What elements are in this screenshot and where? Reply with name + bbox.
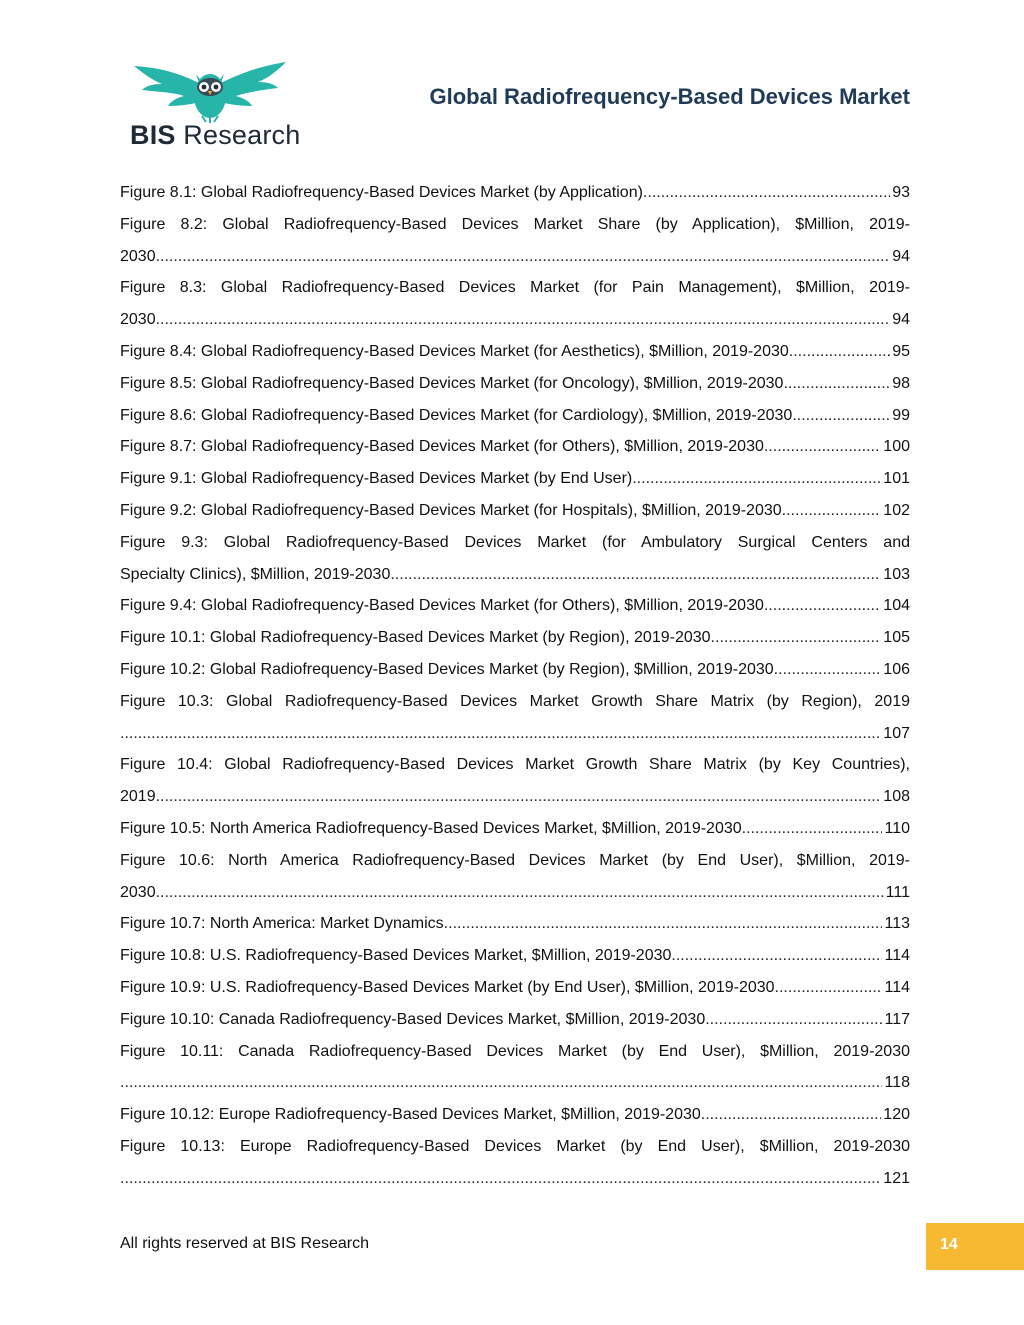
- page-number-badge: [926, 1223, 1024, 1270]
- toc-page-number: 120: [883, 1106, 910, 1124]
- dot-leader: [705, 1004, 882, 1036]
- toc-entry-text: Figure 10.8: U.S. Radiofrequency-Based Devices Market, $Million, 2019-2030: [120, 947, 672, 965]
- toc-entry-text: Figure 10.6: North America Radiofrequency-Based Devices Market (by End User), $Million, 2019-: [120, 851, 910, 869]
- toc-entry-text: Figure 10.5: North America Radiofrequency-Based Devices Market, $Million, 2019-2030: [120, 819, 742, 837]
- toc-line[interactable]: [120, 622, 910, 654]
- toc-line[interactable]: [120, 177, 910, 209]
- toc-entry-text: Figure 9.4: Global Radiofrequency-Based Devices Market (for Others), $Million, 2019-2030: [120, 597, 764, 615]
- toc-page-number: 94: [892, 247, 910, 265]
- dot-leader: [671, 940, 882, 972]
- toc-line[interactable]: [120, 1067, 910, 1099]
- toc-line[interactable]: [120, 1036, 910, 1068]
- toc-page-number: 113: [884, 915, 910, 933]
- dot-leader: [742, 813, 883, 845]
- dot-leader: [701, 1099, 882, 1131]
- toc-page-number: 94: [892, 311, 910, 329]
- dot-leader: [764, 590, 881, 622]
- toc-entry-text: Figure 8.2: Global Radiofrequency-Based Devices Market Share (by Application), $Million, 2019-: [120, 215, 910, 233]
- dot-leader: [120, 1163, 881, 1195]
- dot-leader: [792, 400, 890, 432]
- toc-line[interactable]: [120, 463, 910, 495]
- toc-page-number: 93: [892, 184, 910, 201]
- toc-line[interactable]: [120, 718, 910, 750]
- toc-line[interactable]: [120, 495, 910, 527]
- page-number: 14: [940, 1236, 958, 1253]
- toc-line[interactable]: [120, 336, 910, 368]
- logo-brand-bold: BIS: [130, 120, 176, 150]
- dot-leader: [789, 336, 890, 368]
- toc-entry-text: 2030: [120, 883, 156, 901]
- dot-leader: [782, 495, 882, 527]
- toc-entry-text: Figure 10.11: Canada Radiofrequency-Based Devices Market (by End User), $Million, 2019-2030: [120, 1042, 910, 1060]
- toc-entry-text: Figure 10.1: Global Radiofrequency-Based Devices Market (by Region), 2019-2030: [120, 629, 711, 647]
- toc-page-number: 114: [884, 947, 910, 965]
- toc-line[interactable]: [120, 845, 910, 877]
- toc-line[interactable]: [120, 304, 910, 336]
- dot-leader: [390, 559, 881, 591]
- dot-leader: [156, 781, 882, 813]
- toc-line[interactable]: [120, 940, 910, 972]
- dot-leader: [783, 368, 890, 400]
- toc-page-number: 114: [884, 978, 910, 996]
- table-of-figures: [120, 177, 910, 1195]
- toc-line[interactable]: [120, 1004, 910, 1036]
- toc-page-number: 102: [883, 501, 910, 519]
- toc-entry-text: Specialty Clinics), $Million, 2019-2030: [120, 565, 391, 583]
- toc-line[interactable]: [120, 431, 910, 463]
- toc-entry-text: Figure 8.7: Global Radiofrequency-Based Devices Market (for Others), $Million, 2019-2030: [120, 438, 764, 456]
- dot-leader: [774, 654, 882, 686]
- toc-entry-text: Figure 10.4: Global Radiofrequency-Based Devices Market Growth Share Matrix (by Key Countries),: [120, 756, 910, 774]
- toc-entry-text: Figure 8.5: Global Radiofrequency-Based Devices Market (for Oncology), $Million, 2019-2030: [120, 374, 784, 392]
- dot-leader: [643, 177, 890, 209]
- toc-entry-text: 2030: [120, 311, 156, 329]
- toc-line[interactable]: [120, 241, 910, 273]
- toc-entry-text: Figure 8.3: Global Radiofrequency-Based Devices Market (for Pain Management), $Million, 2019-: [120, 279, 910, 297]
- toc-page-number: 106: [883, 660, 910, 678]
- footer-rights: All rights reserved at BIS Research: [120, 1235, 369, 1252]
- report-title: Global Radiofrequency-Based Devices Market: [429, 84, 910, 109]
- dot-leader: [775, 972, 883, 1004]
- toc-page-number: 105: [883, 629, 910, 647]
- toc-line[interactable]: [120, 781, 910, 813]
- dot-leader: [156, 877, 884, 909]
- toc-line[interactable]: [120, 654, 910, 686]
- toc-page-number: 108: [883, 788, 910, 806]
- toc-page-number: 104: [883, 597, 910, 615]
- toc-entry-text: Figure 8.4: Global Radiofrequency-Based Devices Market (for Aesthetics), $Million, 2019-2030: [120, 342, 789, 360]
- toc-entry-text: Figure 10.3: Global Radiofrequency-Based Devices Market Growth Share Matrix (by Region), 2019: [120, 692, 910, 710]
- bis-research-logo: [128, 60, 301, 155]
- dot-leader: [120, 1067, 882, 1099]
- dot-leader: [632, 463, 881, 495]
- toc-line[interactable]: [120, 1099, 910, 1131]
- logo-brand-light: Research: [175, 120, 301, 150]
- toc-line[interactable]: [120, 749, 910, 781]
- toc-line[interactable]: [120, 209, 910, 241]
- toc-line[interactable]: [120, 877, 910, 909]
- toc-line[interactable]: [120, 272, 910, 304]
- toc-page-number: 110: [884, 819, 910, 837]
- toc-page-number: 95: [892, 342, 910, 360]
- toc-entry-text: Figure 10.2: Global Radiofrequency-Based Devices Market (by Region), $Million, 2019-2030: [120, 660, 774, 678]
- toc-page-number: 117: [884, 1010, 910, 1028]
- toc-entry-text: 2030: [120, 247, 156, 265]
- toc-page-number: 101: [883, 470, 910, 488]
- dot-leader: [764, 431, 881, 463]
- toc-line[interactable]: [120, 559, 910, 591]
- toc-entry-text: Figure 9.2: Global Radiofrequency-Based Devices Market (for Hospitals), $Million, 2019-2030: [120, 501, 782, 519]
- toc-line[interactable]: [120, 972, 910, 1004]
- toc-line[interactable]: [120, 1163, 910, 1195]
- toc-entry-text: Figure 9.1: Global Radiofrequency-Based Devices Market (by End User): [120, 470, 633, 488]
- toc-line[interactable]: [120, 813, 910, 845]
- toc-line[interactable]: [120, 590, 910, 622]
- toc-page-number: 107: [883, 724, 910, 742]
- toc-entry-text: Figure 9.3: Global Radiofrequency-Based Devices Market (for Ambulatory Surgical Centers and: [120, 533, 910, 551]
- toc-line[interactable]: [120, 527, 910, 559]
- dot-leader: [444, 908, 883, 940]
- toc-entry-text: Figure 8.1: Global Radiofrequency-Based Devices Market (by Application): [120, 184, 643, 201]
- toc-page-number: 98: [892, 374, 910, 392]
- dot-leader: [156, 241, 891, 273]
- owl-logo-icon: [132, 60, 288, 124]
- toc-entry-text: Figure 10.12: Europe Radiofrequency-Based Devices Market, $Million, 2019-2030: [120, 1106, 701, 1124]
- toc-line[interactable]: [120, 1131, 910, 1163]
- dot-leader: [120, 718, 881, 750]
- dot-leader: [711, 622, 882, 654]
- toc-page-number: 100: [883, 438, 910, 456]
- logo-wordmark: [130, 120, 300, 151]
- toc-line[interactable]: [120, 908, 910, 940]
- toc-entry-text: Figure 10.13: Europe Radiofrequency-Based Devices Market (by End User), $Million, 2019-2030: [120, 1137, 910, 1155]
- toc-line[interactable]: [120, 400, 910, 432]
- toc-entry-text: Figure 10.10: Canada Radiofrequency-Based Devices Market, $Million, 2019-2030: [120, 1010, 706, 1028]
- toc-entry-text: Figure 10.7: North America: Market Dynamics: [120, 915, 444, 933]
- toc-entry-text: Figure 8.6: Global Radiofrequency-Based Devices Market (for Cardiology), $Million, 2019-2030: [120, 406, 793, 424]
- toc-line[interactable]: [120, 686, 910, 718]
- toc-page-number: 103: [883, 565, 910, 583]
- toc-page-number: 99: [892, 406, 910, 424]
- toc-entry-text: Figure 10.9: U.S. Radiofrequency-Based Devices Market (by End User), $Million, 2019-2030: [120, 978, 775, 996]
- toc-line[interactable]: [120, 368, 910, 400]
- toc-entry-text: 2019: [120, 788, 156, 806]
- dot-leader: [156, 304, 891, 336]
- toc-page-number: 111: [885, 883, 910, 901]
- toc-page-number: 121: [883, 1169, 910, 1187]
- toc-page-number: 118: [884, 1074, 910, 1092]
